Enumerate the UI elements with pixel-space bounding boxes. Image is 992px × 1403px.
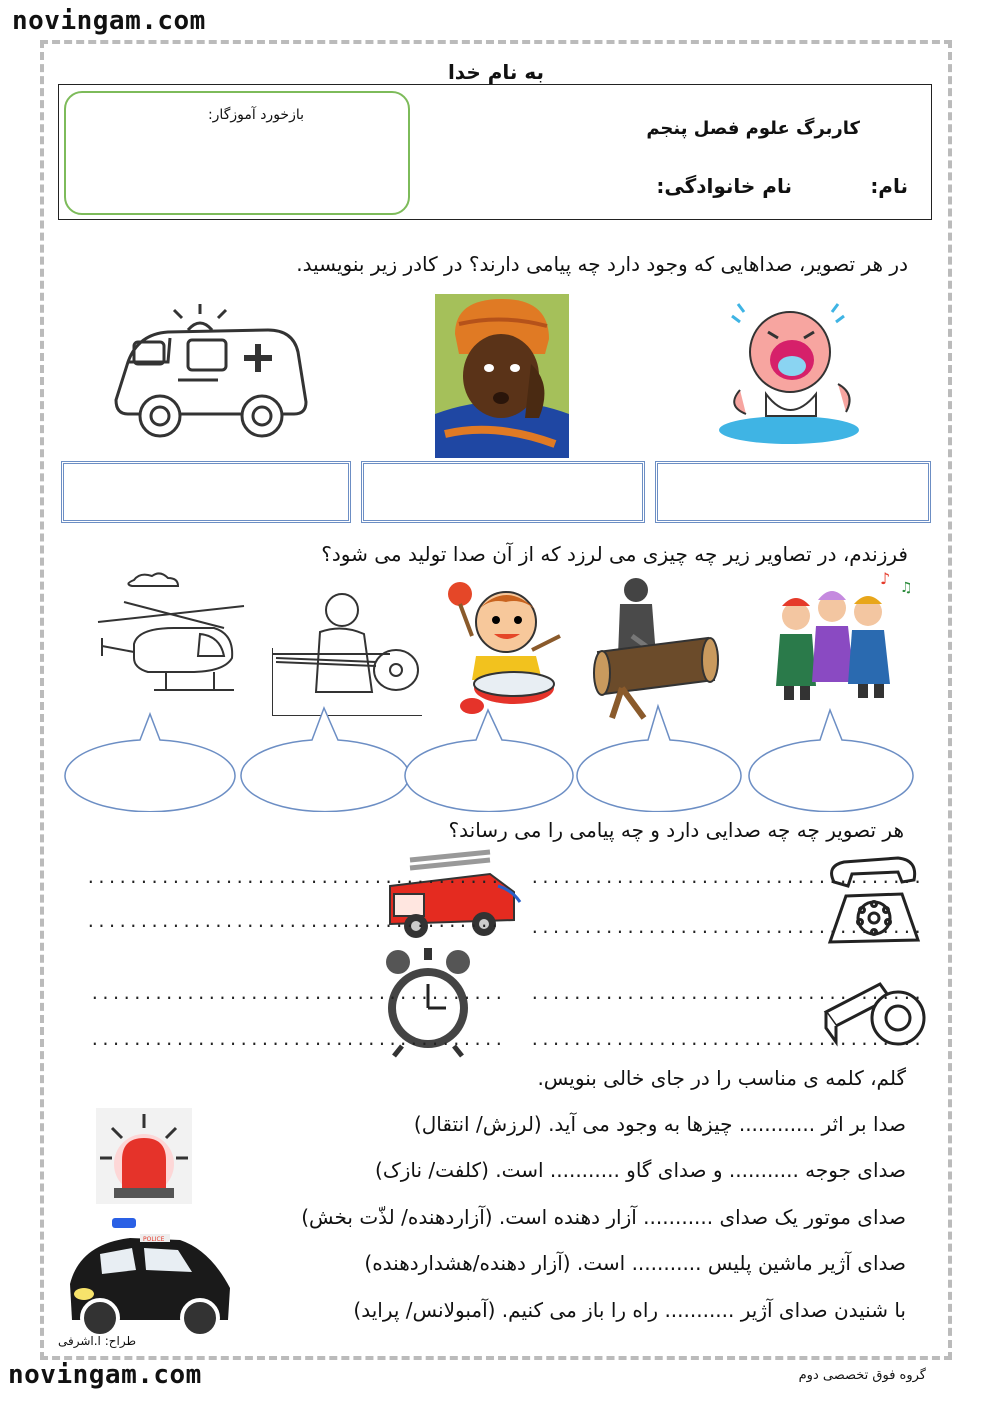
answer-line-2[interactable]: ....................................... xyxy=(86,912,501,931)
watermark-bottom: novingam.com xyxy=(8,1360,202,1390)
section3-instruction: هر تصویر چه چه صدایی دارد و چه پیامی را می رساند؟ xyxy=(448,818,904,842)
section2-instruction: فرزندم، در تصاویر زیر چه چیزی می لرزد که از آن صدا تولید می شود؟ xyxy=(321,542,908,566)
worried-man-icon xyxy=(435,294,569,458)
fill-blank-sentence-3: صدای موتور یک صدای ........... آزار دهنده است. (آزاردهنده/ لذّت بخش) xyxy=(301,1205,906,1229)
name-label: نام: xyxy=(870,174,908,198)
family-label: نام خانوادگی: xyxy=(656,174,792,198)
svg-text:♫: ♫ xyxy=(900,580,913,596)
answer-line-1[interactable]: ....................................... xyxy=(86,868,501,887)
fill-blank-sentence-5: با شنیدن صدای آژیر ........... راه را باز می کنیم. (آمبولانس/ پراید) xyxy=(353,1298,906,1322)
footer-group-name: گروه فوق تخصصی دوم xyxy=(798,1368,926,1383)
answer-box-1[interactable] xyxy=(61,461,351,523)
answer-line-6[interactable]: ....................................... xyxy=(90,1030,505,1049)
helicopter-icon xyxy=(94,572,252,704)
speech-bubble-4 xyxy=(577,706,741,812)
fill-blank-sentence-4: صدای آژیر ماشین پلیس ........... است. (آزار دهنده/هشداردهنده) xyxy=(364,1251,906,1275)
speech-bubbles xyxy=(60,700,930,812)
crying-baby-icon xyxy=(716,294,862,446)
fill-blank-sentence-1: صدا بر اثر ............ چیزها به وجود می آید. (لرزش/ انتقال) xyxy=(413,1112,906,1136)
singers-icon xyxy=(760,568,916,702)
answer-box-2[interactable] xyxy=(361,461,645,523)
speech-bubble-1 xyxy=(65,714,235,812)
answer-line-8[interactable]: ..................................... xyxy=(530,1030,924,1049)
designer-credit: طراح: ا.اشرفی xyxy=(57,1334,136,1348)
worksheet-title: کاربرگ علوم فصل پنجم xyxy=(646,118,860,139)
section4-instruction: گلم، کلمه ی مناسب را در جای خالی بنویس. xyxy=(537,1066,906,1090)
answer-line-3[interactable]: ..................................... xyxy=(530,868,924,887)
ambulance-icon xyxy=(108,302,316,444)
boy-drum-icon xyxy=(432,580,570,716)
bismillah-title: به نام خدا xyxy=(447,60,545,84)
speech-bubble-3 xyxy=(405,710,573,812)
section1-instruction: در هر تصویر، صداهایی که وجود دارد چه پیامی دارند؟ در کادر زیر بنویسید. xyxy=(296,252,908,276)
answer-line-7[interactable]: ..................................... xyxy=(530,984,924,1003)
watermark-top: novingam.com xyxy=(12,6,206,36)
sawing-log-icon xyxy=(592,576,722,720)
siren-icon xyxy=(96,1108,192,1204)
guitar-player-icon xyxy=(272,588,426,716)
police-plate-text: POLICE xyxy=(143,1236,165,1243)
svg-text:♪: ♪ xyxy=(880,569,891,588)
feedback-label: بازخورد آموزگار: xyxy=(207,107,304,123)
speech-bubble-5 xyxy=(749,710,913,812)
answer-line-5[interactable]: ....................................... xyxy=(90,984,505,1003)
speech-bubble-2 xyxy=(241,708,409,812)
answer-line-4[interactable]: ..................................... xyxy=(530,918,924,937)
fill-blank-sentence-2: صدای جوجه ........... و صدای گاو ........... است. (کلفت/ نازک) xyxy=(375,1158,906,1182)
police-car-icon xyxy=(60,1214,240,1338)
answer-box-3[interactable] xyxy=(655,461,931,523)
